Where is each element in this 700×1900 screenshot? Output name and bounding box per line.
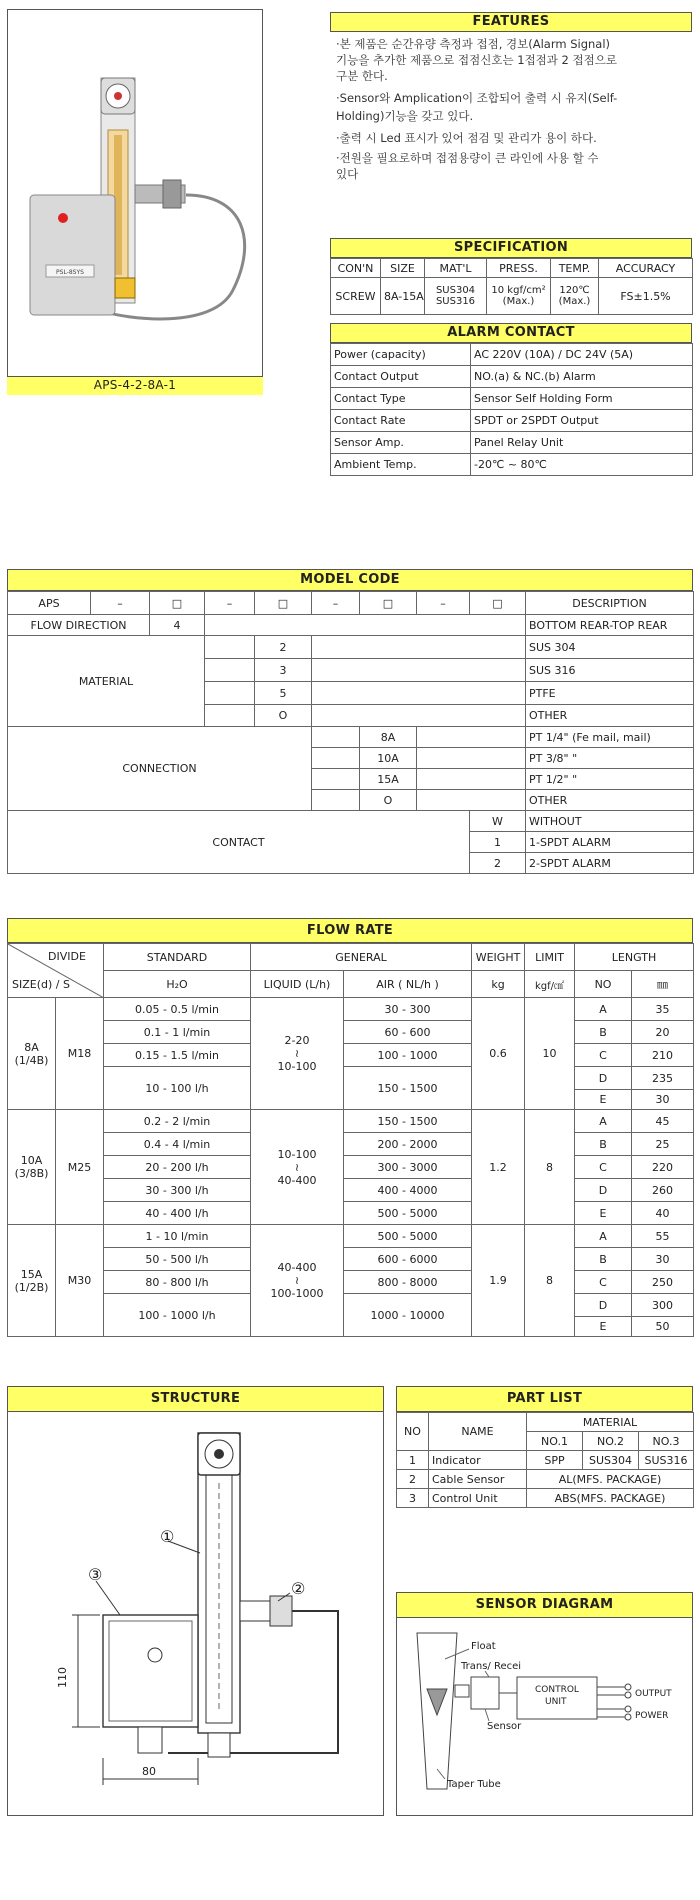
features-title: FEATURES [330,12,692,32]
callout-3: ③ [88,1565,103,1584]
fr-liquid-value [251,1225,344,1337]
mc-blank [205,705,255,727]
dimension-width: 80 [142,1765,156,1778]
spec-matl [425,278,487,315]
pl-name: Cable Sensor [429,1470,527,1489]
fr-no-value: E [575,1090,632,1110]
fr-mm-value: 35 [632,998,694,1021]
fr-s: M25 [56,1110,104,1225]
fr-size-s: SIZE(d) / S [12,978,70,991]
fr-h2o-value: 40 - 400 l/h [104,1202,251,1225]
product-photo [8,10,262,370]
mc-material-label: MATERIAL [8,636,205,727]
mc-blank [205,636,255,659]
mc-material-desc: SUS 316 [526,659,694,682]
fr-size [8,1110,56,1225]
mc-blank [312,659,526,682]
feature-line: ·전원을 필요로하며 접점용량이 큰 라인에 사용 할 수 [336,151,599,165]
mc-description: DESCRIPTION [526,592,694,615]
pl-material: SPP [527,1451,583,1470]
fr-divide: DIVIDE [48,950,86,963]
pl-material: SUS304 [583,1451,639,1470]
fr-no-value: C [575,1044,632,1067]
spec-conn: SCREW [331,278,381,315]
alarm-label: Contact Output [331,366,471,388]
fr-no-value: A [575,1110,632,1133]
fr-weight: WEIGHT [472,944,525,971]
pl-no2-header: NO.2 [583,1432,639,1451]
fr-liquid-tilde: ≀ [294,1274,300,1287]
pl-no: 3 [397,1489,429,1508]
fr-no-value: B [575,1021,632,1044]
pl-material: ABS(MFS. PACKAGE) [527,1489,694,1508]
mc-flow-direction-label: FLOW DIRECTION [8,615,150,636]
mc-dash: – [91,592,150,615]
pl-no: 2 [397,1470,429,1489]
mc-dash: – [417,592,470,615]
spec-size: 8A-15A [381,278,425,315]
fr-mm-value: 220 [632,1156,694,1179]
pl-no: 1 [397,1451,429,1470]
mc-connection-label: CONNECTION [8,727,312,811]
dimension-height: 110 [56,1667,69,1688]
fr-mm-value: 30 [632,1090,694,1110]
spec-temp-1: 120℃ [559,285,590,296]
fr-liquid: LIQUID (L/h) [251,971,344,998]
mc-blank [312,790,360,811]
product-photo-frame [7,9,263,395]
alarm-label: Ambient Temp. [331,454,471,476]
callout-2: ② [291,1579,306,1598]
pl-no1-header: NO.1 [527,1432,583,1451]
fr-standard: STANDARD [104,944,251,971]
spec-press-2: (Max.) [502,296,535,307]
mc-box: □ [150,592,205,615]
spec-header: TEMP. [551,259,599,278]
fr-air-value: 200 - 2000 [344,1133,472,1156]
fr-liquid-b: 10-100 [277,1060,317,1073]
mc-material-desc: PTFE [526,682,694,705]
fr-no-value: A [575,998,632,1021]
spec-press-1: 10 kgf/cm² [491,285,546,296]
fr-mm-value: 210 [632,1044,694,1067]
alarm-value: NO.(a) & NC.(b) Alarm [471,366,693,388]
fr-s: M18 [56,998,104,1110]
pl-no-header: NO [397,1413,429,1451]
fr-air-value: 150 - 1500 [344,1110,472,1133]
fr-liquid-a: 2-20 [284,1034,310,1047]
spec-matl-2: SUS316 [435,296,476,307]
fr-no-value: D [575,1067,632,1090]
mc-material-code: O [255,705,312,727]
mc-connection-code: O [360,790,417,811]
pl-material-header: MATERIAL [527,1413,694,1432]
fr-mm: ㎜ [632,971,694,998]
mc-contact-desc: WITHOUT [526,811,694,832]
mc-blank [312,636,526,659]
mc-material-desc: SUS 304 [526,636,694,659]
pl-no3-header: NO.3 [639,1432,694,1451]
mc-blank [205,682,255,705]
mc-connection-code: 8A [360,727,417,748]
fr-air-value: 400 - 4000 [344,1179,472,1202]
fr-liquid-value [251,1110,344,1225]
fr-liquid-tilde: ≀ [294,1047,300,1060]
mc-blank [417,727,526,748]
fr-air-value: 60 - 600 [344,1021,472,1044]
alarm-contact-table [330,343,693,476]
fr-air-value: 300 - 3000 [344,1156,472,1179]
mc-box: □ [255,592,312,615]
fr-s: M30 [56,1225,104,1337]
mc-material-code: 3 [255,659,312,682]
spec-matl-1: SUS304 [435,285,476,296]
alarm-value: Sensor Self Holding Form [471,388,693,410]
sd-control-label-2: UNIT [545,1697,567,1707]
fr-air-value: 1000 - 10000 [344,1294,472,1337]
mc-contact-label: CONTACT [8,811,470,874]
sd-sensor-label: Sensor [487,1721,522,1732]
fr-mm-value: 20 [632,1021,694,1044]
mc-connection-code: 15A [360,769,417,790]
mc-contact-desc: 1-SPDT ALARM [526,832,694,853]
mc-aps: APS [8,592,91,615]
alarm-contact-title: ALARM CONTACT [330,323,692,343]
mc-flow-direction-code: 4 [150,615,205,636]
fr-size [8,1225,56,1337]
fr-size-a: 10A [20,1154,43,1167]
panel-label: PSL-8SYS [56,269,84,276]
fr-h2o-value: 0.4 - 4 l/min [104,1133,251,1156]
alarm-label: Sensor Amp. [331,432,471,454]
flow-rate-title: FLOW RATE [7,918,693,943]
fr-general: GENERAL [251,944,472,971]
fr-air-value: 800 - 8000 [344,1271,472,1294]
spec-header: PRESS. [487,259,551,278]
mc-blank [417,748,526,769]
mc-blank [417,769,526,790]
part-list-title: PART LIST [396,1386,693,1412]
fr-h2o-value: 30 - 300 l/h [104,1179,251,1202]
callout-1: ① [160,1527,175,1546]
fr-no-value: D [575,1179,632,1202]
fr-air: AIR ( NL/h ) [344,971,472,998]
model-code-table [7,591,694,874]
mc-contact-code: W [470,811,526,832]
mc-dash: – [312,592,360,615]
feature-line: ·본 제품은 순간유량 측정과 접점, 경보(Alarm Signal) [336,37,611,51]
alarm-value: Panel Relay Unit [471,432,693,454]
fr-air-value: 30 - 300 [344,998,472,1021]
alarm-value: -20℃ ~ 80℃ [471,454,693,476]
fr-limit: LIMIT [525,944,575,971]
mc-connection-desc: PT 1/2" " [526,769,694,790]
spec-press [487,278,551,315]
sensor-diagram-title: SENSOR DIAGRAM [396,1592,693,1618]
fr-liquid-b: 100-1000 [270,1287,324,1300]
mc-blank [205,659,255,682]
alarm-label: Power (capacity) [331,344,471,366]
pl-material: SUS316 [639,1451,694,1470]
features-text [330,36,692,186]
fr-air-value: 100 - 1000 [344,1044,472,1067]
fr-mm-value: 250 [632,1271,694,1294]
fr-no-value: E [575,1317,632,1337]
fr-mm-value: 45 [632,1110,694,1133]
feature-line: 있다 [336,167,359,181]
photo-caption: APS-4-2-8A-1 [7,376,263,395]
pl-name: Control Unit [429,1489,527,1508]
spec-accuracy: FS±1.5% [599,278,693,315]
fr-mm-value: 260 [632,1179,694,1202]
fr-h2o-value: 10 - 100 l/h [104,1067,251,1110]
alarm-value: SPDT or 2SPDT Output [471,410,693,432]
spec-temp [551,278,599,315]
fr-liquid-b: 40-400 [277,1173,317,1187]
fr-h2o-value: 0.05 - 0.5 l/min [104,998,251,1021]
fr-size [8,998,56,1110]
mc-connection-desc: PT 1/4" (Fe mail, mail) [526,727,694,748]
mc-contact-code: 2 [470,853,526,874]
feature-line: 구분 한다. [336,69,388,83]
specification-table [330,258,693,315]
fr-mm-value: 55 [632,1225,694,1248]
flow-rate-table [7,943,694,1337]
fr-kgf: kgf/㎠ [525,971,575,998]
fr-no-value: D [575,1294,632,1317]
fr-mm-value: 25 [632,1133,694,1156]
mc-material-code: 2 [255,636,312,659]
structure-drawing [8,1413,383,1813]
fr-size-b: (1/4B) [14,1053,49,1067]
fr-liquid-a: 40-400 [277,1261,317,1274]
mc-blank [312,748,360,769]
mc-material-desc: OTHER [526,705,694,727]
sd-trans-label: Trans/ Recei [461,1661,522,1672]
spec-header: MAT'L [425,259,487,278]
fr-no-value: C [575,1271,632,1294]
sd-float-label: Float [471,1641,496,1652]
fr-weight-value: 0.6 [472,998,525,1110]
mc-contact-desc: 2-SPDT ALARM [526,853,694,874]
spec-temp-2: (Max.) [558,296,591,307]
spec-header: SIZE [381,259,425,278]
model-code-title: MODEL CODE [7,569,693,591]
mc-blank [417,790,526,811]
feature-line: ·Sensor와 Amplication이 조합되어 출력 시 유지(Self- [336,91,618,105]
fr-air-value: 600 - 6000 [344,1248,472,1271]
spec-header: CON'N [331,259,381,278]
mc-connection-code: 10A [360,748,417,769]
fr-size-b: (1/2B) [14,1280,49,1294]
pl-name: Indicator [429,1451,527,1470]
fr-mm-value: 50 [632,1317,694,1337]
fr-kg: kg [472,971,525,998]
fr-no-value: C [575,1156,632,1179]
spec-header: ACCURACY [599,259,693,278]
mc-box: □ [360,592,417,615]
fr-no-value: B [575,1133,632,1156]
specification-title: SPECIFICATION [330,238,692,258]
fr-h2o-value: 0.15 - 1.5 l/min [104,1044,251,1067]
sensor-diagram-frame [396,1592,693,1816]
fr-h2o-value: 0.1 - 1 l/min [104,1021,251,1044]
mc-dash: – [205,592,255,615]
fr-weight-value: 1.9 [472,1225,525,1337]
mc-blank [312,727,360,748]
fr-no: NO [575,971,632,998]
fr-size-a: 8A [24,1040,39,1054]
fr-air-value: 500 - 5000 [344,1202,472,1225]
fr-divide-header [8,944,104,998]
fr-h2o-value: 0.2 - 2 l/min [104,1110,251,1133]
fr-liquid-a: 10-100 [277,1147,317,1161]
fr-no-value: B [575,1248,632,1271]
sd-output-label: OUTPUT [635,1689,672,1699]
part-list-table [396,1412,694,1508]
fr-mm-value: 30 [632,1248,694,1271]
mc-blank [312,769,360,790]
pl-material: AL(MFS. PACKAGE) [527,1470,694,1489]
mc-material-code: 5 [255,682,312,705]
fr-mm-value: 235 [632,1067,694,1090]
feature-line: 기능을 추가한 제품으로 접점신호는 1접점과 2 접점으로 [336,53,617,67]
fr-size-b: (3/8B) [14,1167,49,1180]
sd-control-label-1: CONTROL [535,1685,579,1695]
fr-length: LENGTH [575,944,694,971]
fr-h2o: H₂O [104,971,251,998]
mc-connection-desc: PT 3/8" " [526,748,694,769]
mc-contact-code: 1 [470,832,526,853]
alarm-value: AC 220V (10A) / DC 24V (5A) [471,344,693,366]
mc-blank [312,705,526,727]
fr-mm-value: 300 [632,1294,694,1317]
fr-liquid-tilde: ≀ [294,1160,300,1174]
mc-connection-desc: OTHER [526,790,694,811]
fr-no-value: E [575,1202,632,1225]
fr-h2o-value: 80 - 800 l/h [104,1271,251,1294]
fr-limit-value: 10 [525,998,575,1110]
fr-air-value: 150 - 1500 [344,1067,472,1110]
feature-line: ·출력 시 Led 표시가 있어 점검 및 관리가 용이 하다. [336,131,597,145]
fr-limit-value: 8 [525,1225,575,1337]
sd-taper-label: Taper Tube [447,1779,501,1790]
fr-size-a: 15A [20,1267,43,1281]
fr-liquid-value [251,998,344,1110]
structure-title: STRUCTURE [7,1386,384,1412]
sd-power-label: POWER [635,1711,669,1721]
feature-line: Holding)기능을 갖고 있다. [336,109,474,123]
fr-h2o-value: 50 - 500 l/h [104,1248,251,1271]
mc-box: □ [470,592,526,615]
fr-limit-value: 8 [525,1110,575,1225]
structure-frame [7,1386,384,1816]
fr-h2o-value: 100 - 1000 l/h [104,1294,251,1337]
fr-h2o-value: 1 - 10 l/min [104,1225,251,1248]
alarm-label: Contact Type [331,388,471,410]
fr-h2o-value: 20 - 200 l/h [104,1156,251,1179]
pl-name-header: NAME [429,1413,527,1451]
fr-no-value: A [575,1225,632,1248]
mc-blank [312,682,526,705]
alarm-label: Contact Rate [331,410,471,432]
fr-air-value: 500 - 5000 [344,1225,472,1248]
mc-blank [205,615,526,636]
fr-mm-value: 40 [632,1202,694,1225]
mc-flow-direction-desc: BOTTOM REAR-TOP REAR [526,615,694,636]
fr-weight-value: 1.2 [472,1110,525,1225]
